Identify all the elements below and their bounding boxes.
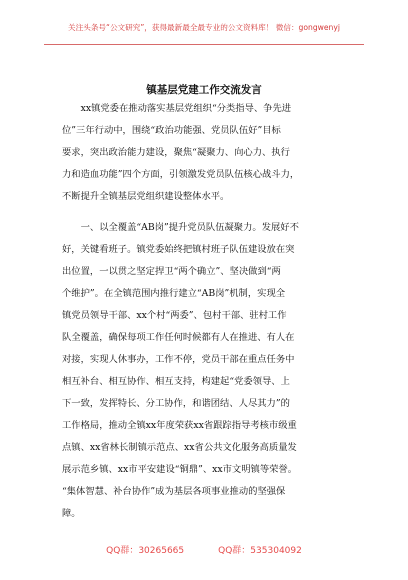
document-title: 镇基层党建工作交流发言: [146, 84, 262, 96]
paragraph-2: [62, 217, 352, 525]
paragraph-1: [62, 98, 352, 208]
paragraph-2-line: “集体智慧、补台协作”成为基层各项事业推动的坚强保: [62, 486, 286, 497]
paragraph-2-line: 好，关键看班子。镇党委始终把镇村班子队伍建设放在突: [62, 244, 295, 255]
paragraph-1-line: xx镇党委在推动落实基层党组织“分类指导、争先进: [80, 103, 292, 114]
paragraph-2-line: 工作格局，推动全镇xx年度荣获xx省跟踪指导考核市级重: [62, 420, 297, 431]
paragraph-2-line: 一、以全覆盖“AB岗”提升党员队伍凝聚力。发展好不: [80, 222, 299, 233]
document-body: [62, 98, 352, 525]
paragraph-2-line: 展示范乡镇、xx市平安建设“铜鼎”、xx市文明镇等荣誉。: [62, 464, 298, 475]
header-banner: 关注头条号“公文研究”，获得最新最全最专业的公文资料库！ 微信：gongwenyj: [68, 23, 340, 32]
paragraph-2-line: 镇党员领导干部、xx个村“两委”、包村干部、驻村工作: [62, 310, 287, 321]
paragraph-1-line: 不断提升全镇基层党组织建设整体水平。: [62, 191, 230, 202]
paragraph-1-line: 位”三年行动中，围绕“政治功能强、党员队伍好”目标: [62, 125, 281, 136]
paragraph-1-line: 力和造血功能”四个方面，引领激发党员队伍核心战斗力，: [62, 169, 300, 180]
paragraph-2-line: 下一致，发挥特长、分工协作，和谐团结、人尽其力”的: [62, 398, 290, 409]
paragraph-2-line: 个维护”。在全镇范围内推行建立“AB岗”机制，实现全: [62, 288, 286, 299]
paragraph-2-line: 出位置，一以贯之坚定捍卫“两个确立”、坚决做到“两: [62, 266, 281, 277]
paragraph-spacer: [62, 208, 352, 217]
paragraph-2-line: 障。: [62, 508, 81, 519]
footer-qq-group-2: QQ群：535304092: [218, 546, 302, 556]
footer: [0, 543, 408, 556]
header-divider: [44, 44, 364, 45]
paragraph-1-line: 要求，突出政治能力建设，聚焦“凝聚力、向心力、执行: [62, 147, 290, 158]
paragraph-2-line: 队全覆盖，确保每项工作任何时候都有人在推进、有人在: [62, 332, 295, 343]
paragraph-2-line: 相互补台、相互协作、相互支持，构建起“党委领导、上: [62, 376, 290, 387]
paragraph-2-line: 对接，实现人休事办，工作不停，党员干部在重点任务中: [62, 354, 295, 365]
paragraph-2-line: 点镇、xx省林长制镇示范点、xx省公共文化服务高质量发: [62, 442, 297, 453]
footer-qq-group-1: QQ群：30265665: [106, 546, 185, 556]
